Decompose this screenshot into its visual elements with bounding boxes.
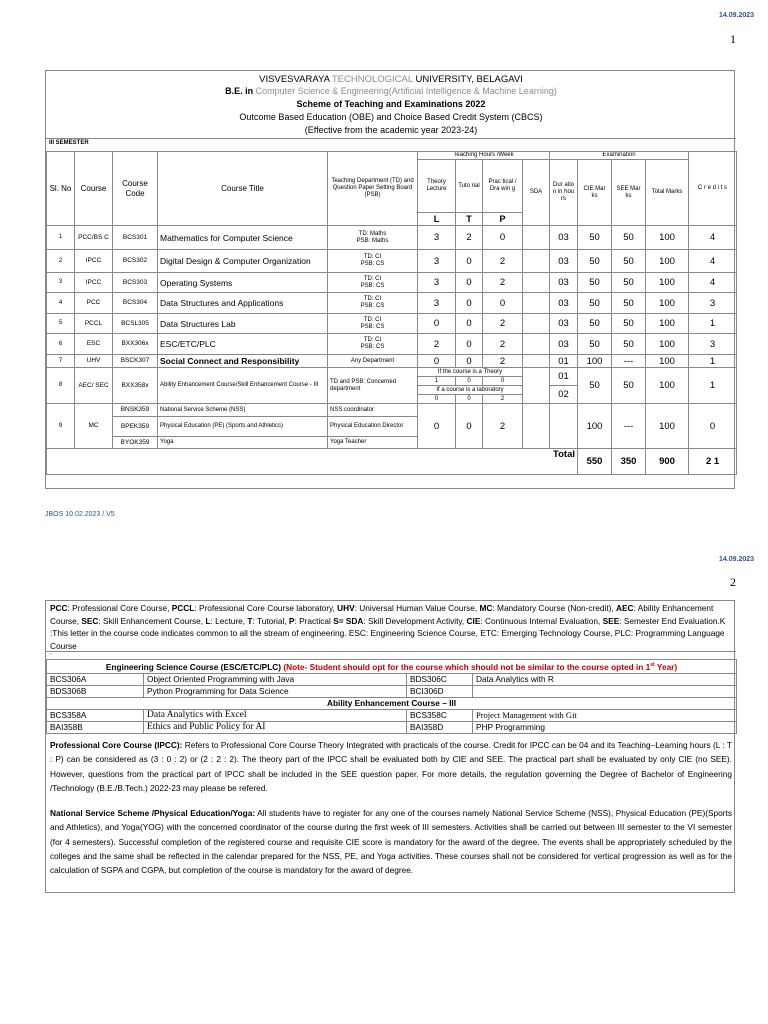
table-row: 4 PCC BCS304 Data Structures and Applications TD: CI PSB: CS 3 0 0 03 50 50 100 3 (47, 293, 737, 314)
page-date: 14.09.2023 (719, 12, 755, 19)
total-row (47, 449, 737, 475)
page-number: 2 (730, 575, 736, 589)
col-practical: Prac tical / Dra win g (483, 160, 523, 213)
table-row: 9 MC BNSK359 National Service Scheme (NSS) NSS coordinator 0 0 2 100 --- 100 0 (47, 404, 737, 417)
col-theory: Theory Lecture (418, 160, 456, 213)
table-row: BDS306B Python Programming for Data Science BCI306D (47, 685, 737, 697)
col-course: Course (75, 152, 113, 226)
aec-title: Ability Enhancement Course – III (47, 697, 737, 709)
table-row: BCS358A Data Analytics with Excel BCS358C Project Management with Git (47, 709, 737, 721)
table-row: BCS306A Object Oriented Programming with Java BDS306C Data Analytics with R (47, 673, 737, 685)
col-duration: Dur atio n in hou rs (550, 160, 578, 226)
total-cie: 550 (578, 449, 612, 475)
col-credits: C r e d i t s (689, 152, 737, 226)
col-teaching-hours: Teaching Hours /Week (418, 152, 550, 160)
col-l: L (418, 213, 456, 226)
table-row: 8 AEC/ SEC BXX358x Ability Enhancement Course/Skill Enhancement Course - III TD and PSB: Concerned department If the course is a Theory 01 50 50 100 1 (47, 368, 737, 377)
obe-title: Outcome Based Education (OBE) and Choice Based Credit System (CBCS) (239, 112, 543, 122)
table-row: 5 PCCL BCSL305 Data Structures Lab TD: CI PSB: CS 0 0 2 03 50 50 100 1 (47, 314, 737, 334)
page-date: 14.09.2023 (719, 556, 755, 563)
col-tutorial: Tuto rial (456, 160, 483, 213)
table-row: 2 IPCC BCS302 Digital Design & Computer Organization TD: CI PSB: CS 3 0 2 03 50 50 100 4 (47, 250, 737, 273)
total-see: 350 (612, 449, 646, 475)
effective-year: (Effective from the academic year 2023-24) (304, 125, 478, 135)
page-number: 1 (730, 32, 736, 46)
table-row: BAI358B Ethics and Public Policy for AI BAI358D PHP Programming (47, 721, 737, 733)
col-teaching-dept: Teaching Department (TD) and Question Paper Setting Board (PSB) (328, 152, 418, 226)
esc-title: Engineering Science Course (ESC/ETC/PLC) (Note- Student should opt for the course which should not be similar to the course opted in 1st Year) (47, 660, 737, 674)
total-credits: 2 1 (689, 449, 737, 475)
degree-title: B.E. in Computer Science & Engineering(Artificial Intelligence & Machine Learning) (225, 86, 557, 96)
table-row: 6 ESC BXX306x ESC/ETC/PLC TD: CI PSB: CS 2 0 2 03 50 50 100 3 (47, 334, 737, 355)
notes-page: PCC: Professional Core Course, PCCL: Professional Core Course laboratory, UHV: Universal Human Value Course, MC: Mandatory Course (Non-credit), AEC: Ability Enhancement Course, SEC: Skill Enhancement Course, L: Lecture, T: Tutorial, P: Practical S= SDA: Skill Development Activity, CIE: Continuous Internal Evaluation, SEE: Semester End Evaluation.K :This letter in the course code indicates common to all the stream of engineering. ESC: Engineering Science Course, ETC: Emerging Technology Course, PLC: Programming Language Course . Engineering Science Course (ESC/ETC/PLC) (Note- Student should opt for the course which should not be similar to the course opted in 1st Year) BCS306A Object Oriented Programming with Java BDS306C Data Analytics with R BDS306B Python Programming for Data Science BCI306D Ability Enhancement Course – III BCS358A Data Analytics with Excel BCS358C Project Management with Git BAI358B Ethics and Public Policy for AI BAI358D PHP Programming Professional Core Course (IPCC): Refers to Professional Core Course Theory Integrated with practicals of the course. Credit for IPCC can be 04 and its Teaching–Learning hours (L : T : P) can be considered as (3 : 0 : 2) or (2 : 2 : 2). The theory part of the IPCC shall be evaluated both by CIE and SEE. The practical part shall be evaluated by only CIE (no SEE). However, questions from the practical part of IPCC shall be included in the SEE question paper. For more details, the regulation governing the Degree of Bachelor of Engineering /Technology (B.E./B.Tech.) 2022-23 may please be refered. National Service Scheme /Physical Education/Yoga: All students have to register for any one of the courses namely National Service Scheme (NSS), Physical Education (PE)(Sports and Athletics), and Yoga(YOG) with the concerned coordinator of the course during the first week of III semesters. Activities shall be carried out between III semester to the VI semester (for 4 semesters). Successful completion of the registered course and requisite CIE score is mandatory for the award of the degree. The events shall be appropriately scheduled by the colleges and the same shall be reflected in the calendar prepared for the NSS, PE, and Yoga activities. These courses shall not be considered for vertical progression as well as for the calculation of SGPA and CGPA, but completion of the course is mandatory for the award of degree. (45, 600, 735, 893)
total-marks: 900 (646, 449, 689, 475)
jbos-version: JBOS 10.02.2023 / V5 (45, 511, 115, 518)
col-p: P (483, 213, 523, 226)
col-examination: Examination (550, 152, 689, 160)
table-row: 7 UHV BSCK307 Social Connect and Responsibility Any Department 0 0 2 01 100 --- 100 1 (47, 355, 737, 368)
col-sl: Sl. No (47, 152, 75, 226)
table-row: 1 PCC/BS C BCS301 Mathematics for Computer Science TD: Maths PSB: Maths 3 2 0 03 50 50 100 4 (47, 226, 737, 250)
nss-paragraph: National Service Scheme /Physical Education/Yoga: All students have to register for any one of the courses namely National Service Scheme (NSS), Physical Education (PE)(Sports and Athletics), and Yoga(YOG) with the concerned coordinator of the course during the first week of III semesters. Activities shall be carried out between III semester to the VI semester (for 4 semesters). Successful completion of the registered course and requisite CIE score is mandatory for the award of the degree. The events shall be appropriately scheduled by the colleges and the same shall be reflected in the calendar prepared for the NSS, PE, and Yoga activities. These courses shall not be considered for vertical progression as well as for the calculation of SGPA and CGPA, but completion of the course is mandatory for the award of degree. (50, 808, 732, 876)
ipcc-paragraph: Professional Core Course (IPCC): Refers to Professional Core Course Theory Integrated with practicals of the course. Credit for IPCC can be 04 and its Teaching–Learning hours (L : T : P) can be considered as (3 : 0 : 2) or (2 : 2 : 2). The theory part of the IPCC shall be evaluated both by CIE and SEE. The practical part shall be evaluated by only CIE (no SEE). However, questions from the practical part of IPCC shall be included in the SEE question paper. For more details, the regulation governing the Degree of Bachelor of Engineering /Technology (B.E./B.Tech.) 2022-23 may please be refered. (50, 740, 732, 793)
col-sda: SDA (523, 160, 550, 226)
table-row: 3 IPCC BCS303 Operating Systems TD: CI PSB: CS 3 0 2 03 50 50 100 4 (47, 273, 737, 293)
col-cie: CIE Mar ks (578, 160, 612, 226)
semester-label: III SEMESTER (49, 140, 89, 146)
scheme-title: Scheme of Teaching and Examinations 2022 (296, 99, 486, 109)
university-name: VISVESVARAYA TECHNOLOGICAL UNIVERSITY, BELAGAVI (259, 74, 523, 85)
col-course-code: Course Code (113, 152, 158, 226)
col-t: T (456, 213, 483, 226)
col-course-title: Course Title (158, 152, 328, 226)
col-total: Total Marks (646, 160, 689, 226)
col-see: SEE Mar ks (612, 160, 646, 226)
abbreviations-text: PCC: Professional Core Course, PCCL: Professional Core Course laboratory, UHV: Universal Human Value Course, MC: Mandatory Course (Non-credit), AEC: Ability Enhancement Course, SEC: Skill Enhancement Course, L: Lecture, T: Tutorial, P: Practical S= SDA: Skill Development Activity, CIE: Continuous Internal Evaluation, SEE: Semester End Evaluation.K :This letter in the course code indicates common to all the stream of engineering. ESC: Engineering Science Course, ETC: Emerging Technology Course, PLC: Programming Language Course (50, 603, 726, 651)
elective-table (46, 659, 737, 734)
scheme-table: Sl. No Course Course Code Course Title Teaching Department (TD) and Question Paper Setting Board (PSB) Teaching Hours /Week Examination C r e d i t s Theory Lecture Tuto rial Prac tical / Dra win g SDA Dur atio n in hou rs CIE Mar ks SEE Mar ks Total Marks L T P 1 PCC/BS C BCS301 Mathematics for Computer Science TD: Maths PSB: Maths 3 2 0 03 50 50 100 4 2 IPCC BCS302 Digital Design & Computer Organization TD: CI PSB: CS 3 0 2 03 50 50 100 4 3 IPCC BCS303 Operating Systems TD: CI PSB: CS 3 0 2 03 50 50 100 4 4 PCC BCS304 Data Structures and Applications TD: CI PSB: CS 3 0 0 03 50 50 100 3 5 PCCL BCSL305 Data Structures Lab TD: CI PSB: CS 0 0 2 03 50 50 100 1 6 ESC BXX306x ESC/ETC/PLC TD: CI PSB: CS 2 0 2 03 50 50 100 3 7 UHV BSCK307 Social Connect and Responsibility Any Department 0 0 2 01 100 --- 100 1 8 AEC/ SEC BXX358x Ability Enhancement Course/Skill Enhancement Course - III TD and PSB: Concerned department If the course is a Theory 01 50 50 100 1 1 0 0 If a course is a laboratory 02 0 0 2 9 MC BNSK359 National Service Scheme (NSS) NSS coordinator 0 0 2 100 --- 100 0 BPEK359 Physical Education (PE) (Sports and Athletics) Physical Education Director BYOK359 Yoga Yoga Teacher Total 550 350 900 2 1 (46, 151, 737, 475)
total-label: Total (47, 449, 578, 475)
scheme-page (45, 70, 735, 489)
